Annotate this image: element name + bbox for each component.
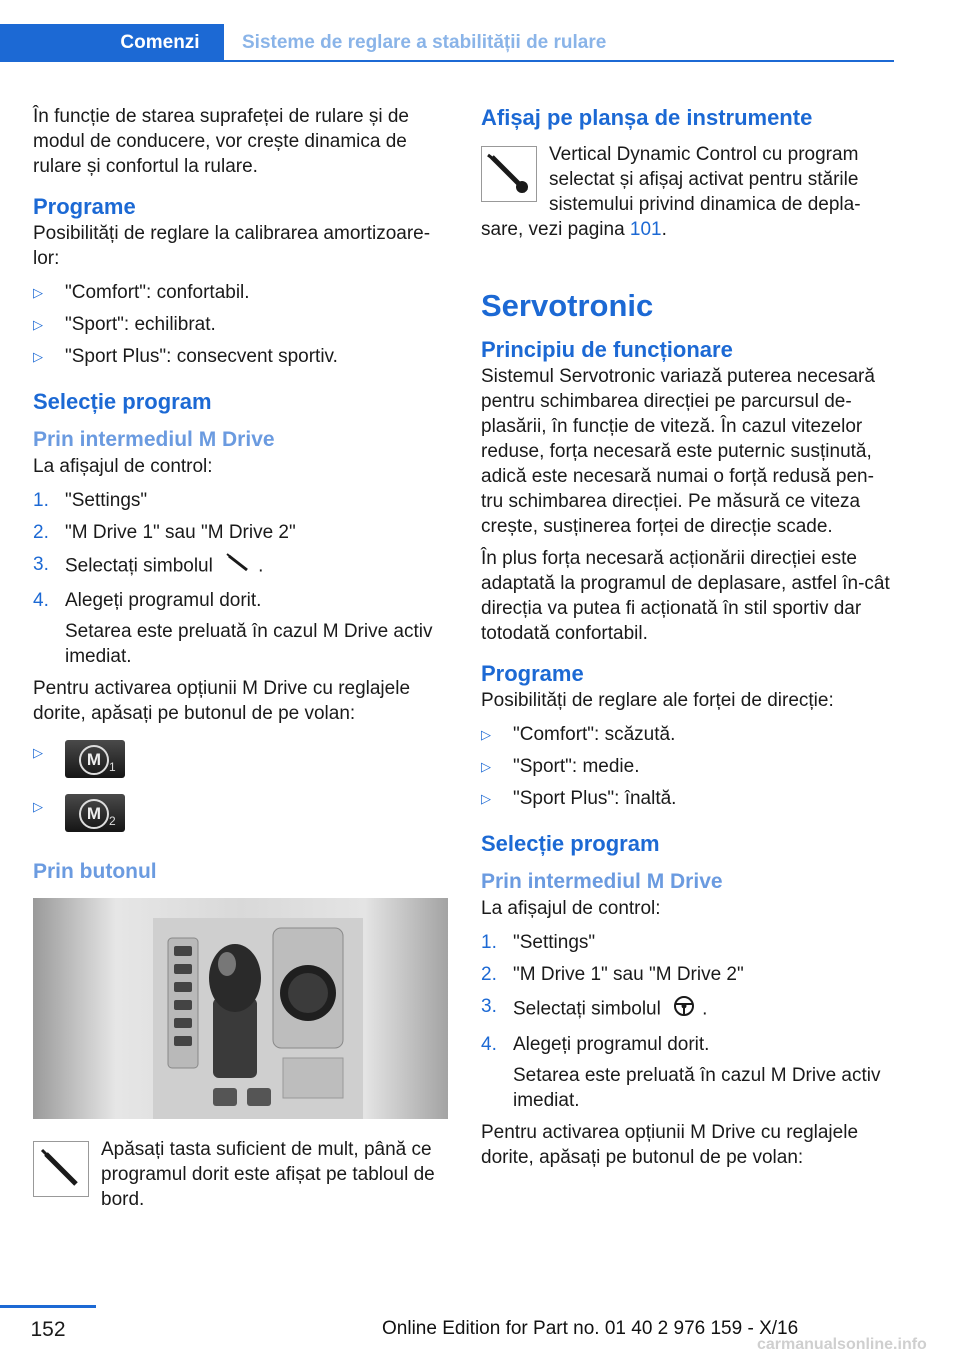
list-item: ▷ "Sport Plus": consecvent sportiv. (33, 344, 448, 369)
step-item: 1. "Settings" (481, 932, 596, 953)
steps-list (33, 488, 448, 669)
mdrive-heading: Prin intermediul M Drive (33, 428, 275, 451)
programe-list (481, 722, 896, 811)
chapter-tab[interactable]: Comenzi (96, 24, 224, 62)
programe-list (33, 280, 448, 369)
mdrive-text: La afișajul de control: (33, 456, 213, 477)
step-item: 2. "M Drive 1" sau "M Drive 2" (481, 964, 744, 985)
list-item: ▷ "Comfort": scăzută. (481, 722, 896, 747)
step-item: 4. Alegeți programul dorit. Setarea este preluată în cazul M Drive activ imediat. (481, 1032, 896, 1113)
step-note: Setarea este preluată în cazul M Drive activ imediat. (513, 1065, 881, 1111)
afisaj-text: Vertical Dynamic Control cu program selectat și afișaj activat pentru stările sistemului privind dinamica de depla-sare, vezi pagina 101. (481, 144, 861, 240)
m-drive-2-button[interactable]: ▷ M 2 (65, 794, 125, 832)
right-column (481, 104, 896, 1170)
center-console-image (33, 898, 448, 1119)
selectie-heading: Selecție program (481, 831, 660, 856)
programe-heading: Programe (481, 661, 584, 686)
buttons-list (33, 740, 448, 834)
button-hint-icon (33, 1141, 89, 1197)
vdc-display-icon (481, 146, 537, 202)
activare-text: Pentru activarea opțiunii M Drive cu reglajele dorite, apăsați pe butonul de pe volan: (481, 1122, 859, 1168)
list-item (33, 794, 448, 834)
list-item: ▷ "Sport": echilibrat. (33, 312, 448, 337)
step-item: 3. Selectați simbolul . (481, 994, 896, 1025)
watermark: carmanualsonline.info (757, 1336, 927, 1353)
left-column (33, 104, 448, 1212)
mdrive-text: La afișajul de control: (481, 898, 661, 919)
programe-text: Posibilități de reglare ale forței de direcție: (481, 690, 834, 711)
list-item (33, 740, 448, 780)
buton-text: Apăsați tasta suficient de mult, până ce programul dorit este afișat pe tabloul de bord. (101, 1139, 435, 1210)
footer-rule (0, 1305, 96, 1308)
intro-text: În funcție de starea suprafeței de rulare și de modul de conducere, vor crește dinamica de rulare și confortul la rulare. (33, 106, 410, 177)
step-item: 4. Alegeți programul dorit. Setarea este preluată în cazul M Drive activ imediat. (33, 588, 448, 669)
programe-text: Posibilități de reglare la calibrarea amortizoare-lor: (33, 223, 431, 269)
page-number: 152 (30, 1318, 66, 1341)
servotronic-heading: Servotronic (481, 288, 654, 323)
step-item: 3. Selectați simbolul . (33, 552, 448, 581)
steering-wheel-icon (672, 994, 696, 1025)
principiu-heading: Principiu de funcționare (481, 337, 733, 362)
breadcrumb[interactable]: Sisteme de reglare a stabilității de rulare (242, 32, 607, 53)
list-item: ▷ "Sport": medie. (481, 754, 896, 779)
afisaj-heading: Afișaj pe planșa de instrumente (481, 105, 813, 130)
list-item: ▷ "Comfort": confortabil. (33, 280, 448, 305)
step-item: 1. "Settings" (33, 490, 148, 511)
header-bar-left (0, 24, 96, 62)
step-note: Setarea este preluată în cazul M Drive activ imediat. (65, 621, 433, 667)
programe-heading: Programe (33, 194, 136, 219)
shock-absorber-icon (224, 552, 252, 581)
selectie-heading: Selecție program (33, 389, 212, 414)
principiu-text-2: În plus forța necesară acționării direcției este adaptată la programul de deplasare, astfel în-cât direcția va putea fi acționată în stil sportiv dar totodată confortabil. (481, 548, 890, 644)
activare-text: Pentru activarea opțiunii M Drive cu reglajele dorite, apăsați pe butonul de pe volan: (33, 678, 411, 724)
list-item: ▷ "Sport Plus": înaltă. (481, 786, 896, 811)
m-drive-1-button[interactable]: ▷ M 1 (65, 740, 125, 778)
edition-text: Online Edition for Part no. 01 40 2 976 159 - X/16 (382, 1318, 799, 1339)
step-item: 2. "M Drive 1" sau "M Drive 2" (33, 522, 296, 543)
buton-heading: Prin butonul (33, 860, 157, 883)
page-link[interactable]: 101 (629, 219, 662, 240)
mdrive-heading: Prin intermediul M Drive (481, 870, 723, 893)
steps-list (481, 930, 896, 1113)
principiu-text-1: Sistemul Servotronic variază puterea necesară pentru schimbarea direcției pe parcursul de-plasării, în funcție de viteză. În cazul vitezelor reduse, forța necesară este puternic susținută, adică este necesară numai o forță redusă pen-tru schimbarea direcției. Pe măsură ce viteza crește, susținerea forței de direcție scade. (481, 366, 875, 537)
header-rule (224, 60, 894, 62)
